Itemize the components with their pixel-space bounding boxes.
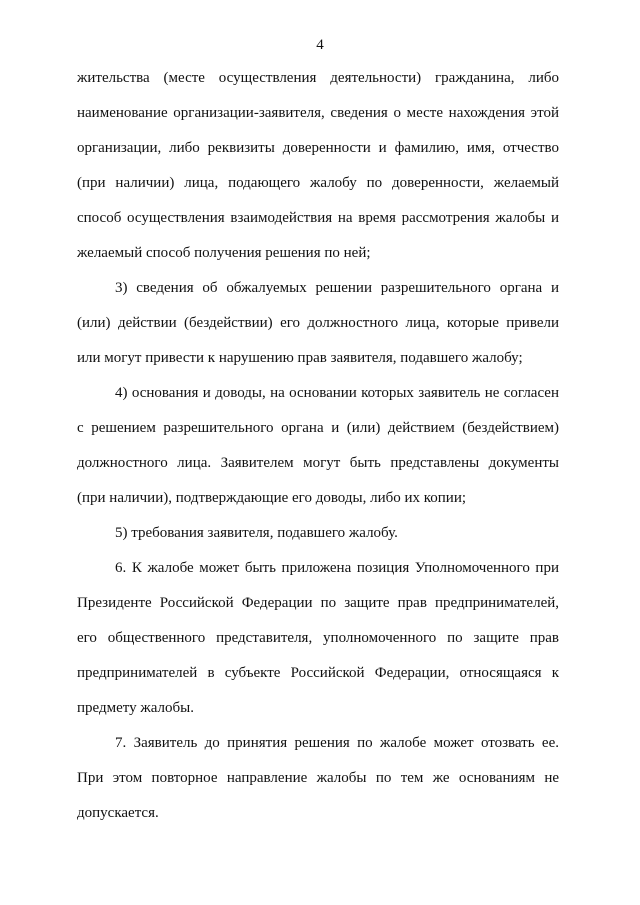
paragraph-7-line: 7. Заявитель до принятия решения по жалобе может отозвать ее. — [115, 735, 559, 751]
text-line: При этом повторное направление жалобы по тем же основаниям не — [77, 770, 559, 786]
text-line: его общественного представителя, уполномоченного по защите прав — [77, 630, 559, 646]
text-line: с решением разрешительного органа и (или) действием (бездействием) — [77, 420, 559, 436]
text-line: допускается. — [77, 805, 159, 821]
list-item-5-line: 5) требования заявителя, подавшего жалобу. — [115, 525, 398, 541]
text-line: (при наличии) лица, подающего жалобу по доверенности, желаемый — [77, 175, 559, 191]
paragraph-6-line: 6. К жалобе может быть приложена позиция Уполномоченного при — [115, 560, 559, 576]
text-line: (или) действии (бездействии) его должностного лица, которые привели — [77, 315, 559, 331]
list-item-4-line: 4) основания и доводы, на основании которых заявитель не согласен — [115, 385, 559, 401]
page-number: 4 — [316, 37, 324, 53]
text-line: жительства (месте осуществления деятельности) гражданина, либо — [77, 70, 559, 86]
text-line: предпринимателей в субъекте Российской Федерации, относящаяся к — [77, 665, 559, 681]
text-line: Президенте Российской Федерации по защите прав предпринимателей, — [77, 595, 559, 611]
text-line: предмету жалобы. — [77, 700, 194, 716]
text-line: должностного лица. Заявителем могут быть представлены документы — [77, 455, 559, 471]
text-line: желаемый способ получения решения по ней; — [77, 245, 371, 261]
list-item-3-line: 3) сведения об обжалуемых решении разрешительного органа и — [115, 280, 559, 296]
text-line: наименование организации-заявителя, сведения о месте нахождения этой — [77, 105, 559, 121]
text-line: или могут привести к нарушению прав заявителя, подавшего жалобу; — [77, 350, 523, 366]
text-line: способ осуществления взаимодействия на время рассмотрения жалобы и — [77, 210, 559, 226]
text-line: организации, либо реквизиты доверенности и фамилию, имя, отчество — [77, 140, 559, 156]
text-line: (при наличии), подтверждающие его доводы, либо их копии; — [77, 490, 467, 506]
